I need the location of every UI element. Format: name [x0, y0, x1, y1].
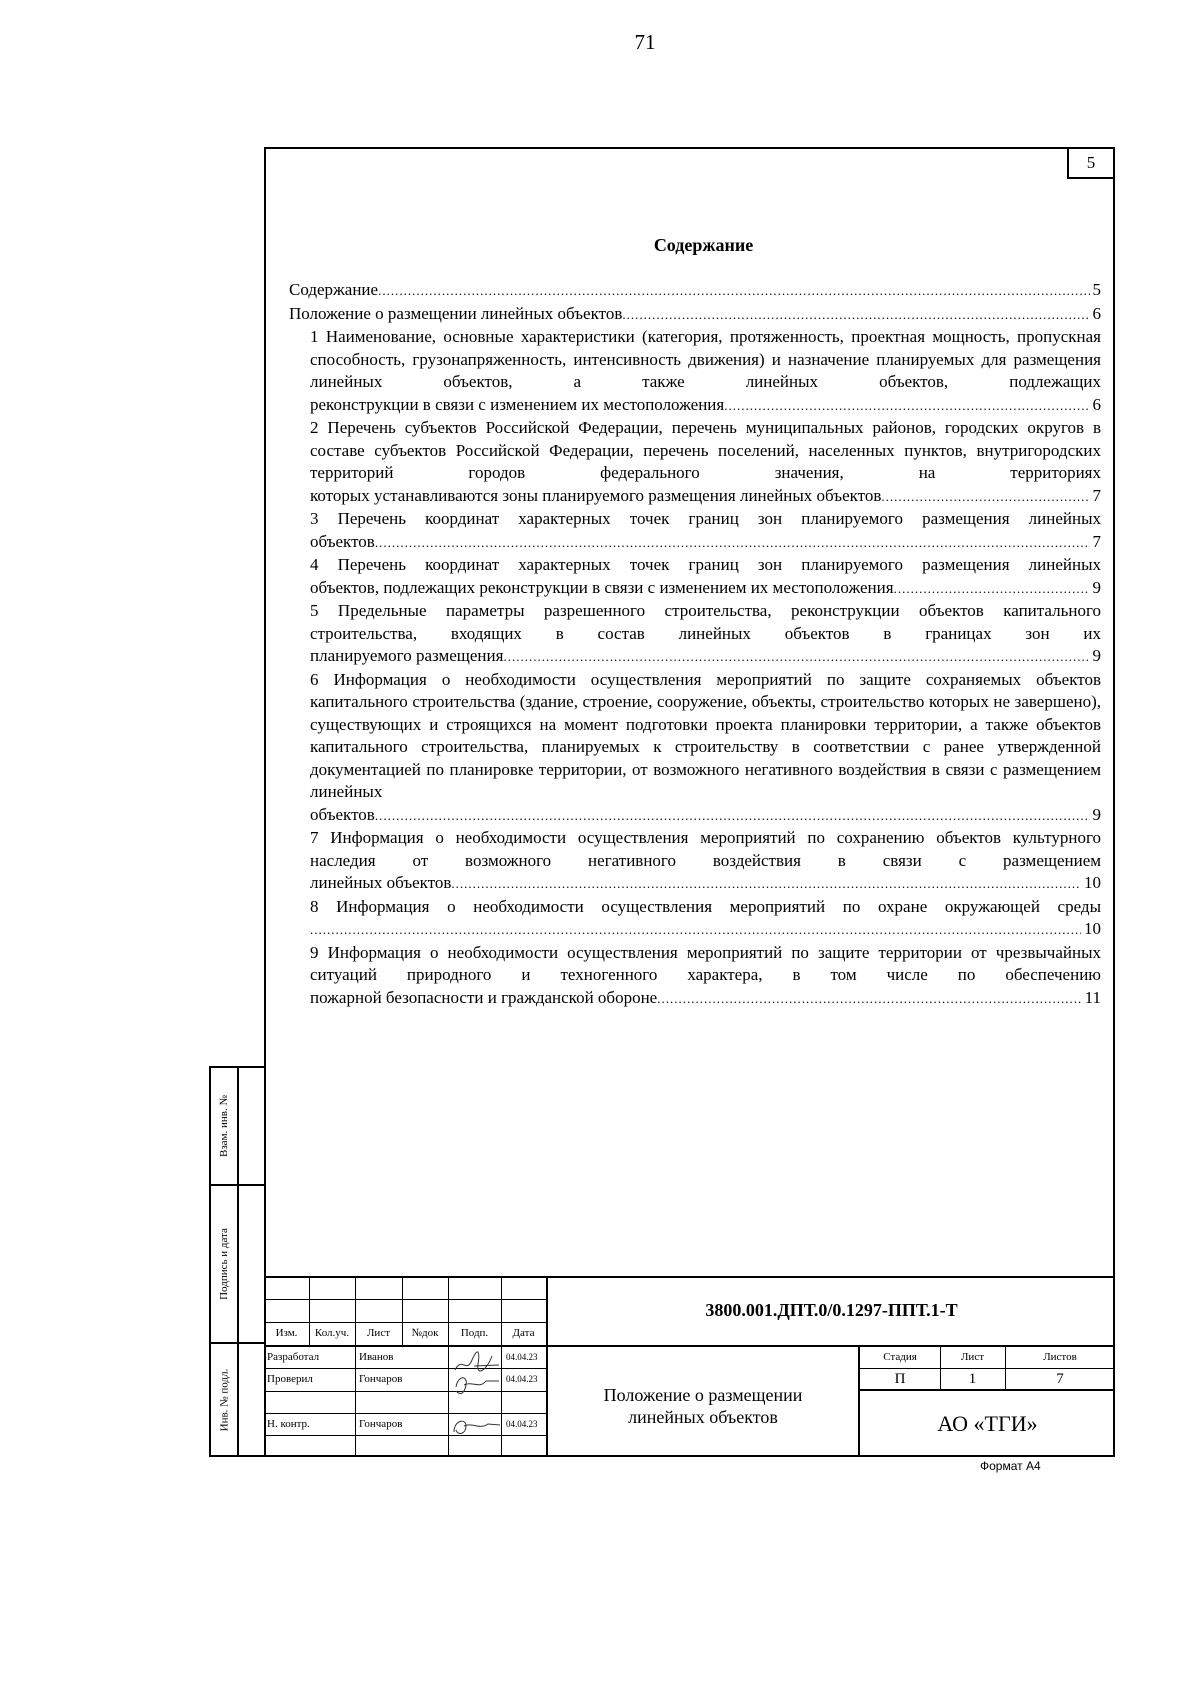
stage-label: Стадия	[883, 1351, 917, 1363]
document-code: 3800.001.ДПТ.0/0.1297-ППТ.1-Т	[705, 1300, 958, 1320]
toc-entry-title: пожарной безопасности и гражданской обороне	[310, 987, 658, 1007]
table-of-contents	[289, 279, 1101, 1010]
toc-entry-text: 6 Информация о необходимости осуществления мероприятий по защите сохраняемых объектов капитального строительства (здание, строение, сооружение, объекты, строительство которых не завершено), существующих и строящихся на момент подготовки проекта планировки территории, а также объектов капитального строительства, планируемых к строительству в соответствии с ранее утвержденной документацией по планировке территории, от возможного негативного воздействия в связи с размещением линейных	[310, 669, 1101, 801]
toc-entry-text: 5 Предельные параметры разрешенного строительства, реконструкции объектов капитального строительства, входящих в состав линейных объектов в границах зон их	[310, 601, 1101, 643]
row-role: Н. контр.	[267, 1418, 310, 1430]
row-name: Гончаров	[359, 1418, 403, 1430]
row-name: Гончаров	[359, 1373, 403, 1385]
toc-page-number: 6	[1092, 303, 1101, 323]
toc-dot-leader	[503, 646, 1089, 669]
toc-entry	[310, 326, 1101, 417]
sheet-corner-number: 5	[1067, 147, 1115, 179]
col-kol: Кол.уч.	[314, 1327, 350, 1339]
podpis-data-label: Подпись и дата	[218, 1228, 230, 1300]
toc-entry-text: 8 Информация о необходимости осуществления мероприятий по охране окружающей среды	[310, 896, 1101, 916]
toc-entry	[310, 896, 1101, 942]
col-data: Дата	[512, 1327, 535, 1339]
toc-entry-title: объектов	[310, 531, 375, 551]
toc-entry	[310, 827, 1101, 896]
toc-dot-leader	[451, 873, 1081, 896]
toc-entry-title: объектов, подлежащих реконструкции в связи с изменением их местоположения	[310, 577, 894, 597]
title-block	[264, 1276, 1115, 1457]
toc-entry-title: Содержание	[289, 280, 379, 299]
sheet-label: Лист	[960, 1351, 985, 1363]
toc-entry	[310, 942, 1101, 1011]
toc-page-number: 7	[1092, 485, 1101, 505]
toc-entry-title: реконструкции в связи с изменением их местоположения	[310, 394, 725, 414]
stage-value: П	[894, 1371, 906, 1387]
toc-page-number: 10	[1084, 873, 1101, 892]
row-name: Иванов	[359, 1351, 394, 1363]
toc-entry-text: 2 Перечень субъектов Российской Федерации, перечень муниципальных районов, городских округов в составе субъектов Российской Федерации, перечень поселений, населенных пунктов, внутригородских территорий городов федерального значения, на территориях	[310, 418, 1101, 482]
toc-dot-leader	[375, 532, 1090, 555]
toc-entry-title: линейных объектов	[310, 873, 452, 892]
side-stamp-strips	[209, 1066, 266, 1457]
signature-3-icon	[450, 1414, 502, 1440]
sheet-value: 1	[968, 1371, 977, 1387]
toc-entry	[310, 600, 1101, 669]
toc-entry-title: планируемого размещения	[310, 646, 504, 665]
toc-entry-text: 4 Перечень координат характерных точек границ зон планируемого размещения линейных	[310, 555, 1101, 574]
toc-entry-title: объектов	[310, 804, 375, 824]
toc-dot-leader	[724, 395, 1089, 418]
toc-page-number: 5	[1092, 280, 1101, 299]
toc-entry	[310, 669, 1101, 828]
toc-dot-leader	[378, 280, 1089, 303]
toc-entry-title: которых устанавливаются зоны планируемого размещения линейных объектов	[310, 485, 882, 505]
organization-name: АО «ТГИ»	[937, 1411, 1038, 1436]
signature-2-icon	[452, 1371, 502, 1397]
toc-entry	[289, 279, 1101, 303]
toc-page-number: 7	[1092, 531, 1101, 551]
toc-page-number: 6	[1092, 394, 1101, 414]
sheets-value: 7	[1056, 1371, 1064, 1387]
toc-page-number: 10	[1084, 919, 1101, 938]
document-name-line1: Положение о размещении	[603, 1385, 803, 1405]
toc-entry	[310, 554, 1101, 600]
toc-entry-title: Положение о размещении линейных объектов	[289, 303, 623, 323]
col-list: Лист	[366, 1327, 391, 1339]
col-izm: Изм.	[275, 1327, 298, 1339]
row-role: Проверил	[267, 1373, 313, 1385]
toc-entry	[310, 417, 1101, 508]
toc-dot-leader	[881, 486, 1089, 509]
toc-title: Содержание	[653, 235, 754, 255]
toc-dot-leader	[894, 578, 1090, 601]
format-label: Формат А4	[980, 1459, 1041, 1473]
toc-dot-leader	[657, 988, 1081, 1011]
toc-page-number: 11	[1084, 987, 1101, 1007]
toc-entry	[310, 508, 1101, 554]
col-podp: Подп.	[460, 1327, 489, 1339]
toc-dot-leader	[375, 805, 1090, 828]
row-role: Разработал	[267, 1351, 320, 1363]
toc-dot-leader	[310, 919, 1081, 942]
toc-entry	[289, 303, 1101, 327]
row-date: 04.04.23	[506, 1352, 538, 1362]
col-ndok: №док	[411, 1327, 439, 1339]
toc-page-number: 9	[1092, 646, 1101, 665]
toc-dot-leader	[622, 304, 1089, 327]
toc-entry-text: 1 Наименование, основные характеристики (категория, протяженность, проектная мощность, пропускная способность, грузонапряженность, интенсивность движения) и назначение планируемых для размещения линейных объектов, а также линейных объектов, подлежащих	[310, 327, 1101, 391]
document-name-line2: линейных объектов	[628, 1407, 778, 1427]
inv-podl-label: Инв. № подл.	[218, 1368, 230, 1431]
toc-entry-text: 7 Информация о необходимости осуществления мероприятий по сохранению объектов культурного наследия от возможного негативного воздействия в связи с размещением	[310, 828, 1101, 870]
row-date: 04.04.23	[506, 1374, 538, 1384]
toc-page-number: 9	[1092, 577, 1101, 597]
page-number: 71	[634, 30, 656, 54]
vzam-inv-label: Взам. инв. №	[218, 1095, 230, 1157]
toc-entry-text: 9 Информация о необходимости осуществления мероприятий по защите территории от чрезвычайных ситуаций природного и техногенного характера, в том числе по обеспечению	[310, 942, 1101, 984]
sheets-label: Листов	[1043, 1351, 1077, 1363]
toc-entry-text: 3 Перечень координат характерных точек границ зон планируемого размещения линейных	[310, 509, 1101, 528]
drawing-frame	[264, 147, 1115, 1457]
toc-page-number: 9	[1092, 804, 1101, 824]
row-date: 04.04.23	[506, 1419, 538, 1429]
